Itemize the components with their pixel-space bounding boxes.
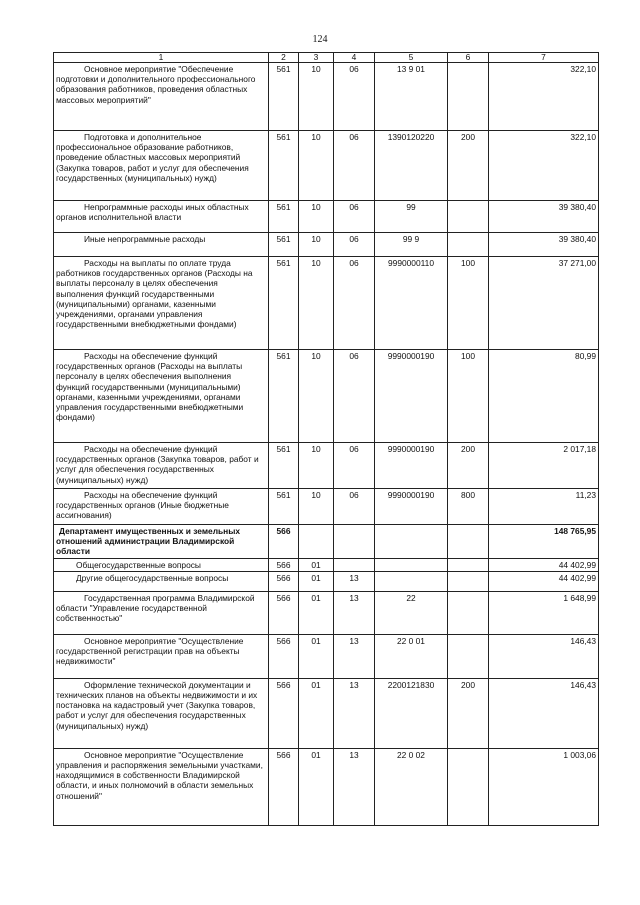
target-article-cell <box>375 525 448 559</box>
item-name-cell <box>54 350 269 443</box>
target-article-cell: 22 0 01 <box>375 634 448 678</box>
ministry-code-cell: 561 <box>269 350 299 443</box>
table-row <box>54 201 599 233</box>
table-row <box>54 591 599 634</box>
table-row <box>54 257 599 350</box>
item-name-text: Общегосударственные вопросы <box>76 559 201 570</box>
ministry-code-cell: 561 <box>269 233 299 257</box>
section-code-cell: 01 <box>299 748 334 825</box>
item-name-text: Расходы на выплаты по оплате труда работников государственных органов (Расходы на выплаты персоналу в целях обеспечения выполнения функций государственными (муниципальными) органами, казенными учреждениями, органами управления государственными внебюджетными фондами) <box>56 258 253 330</box>
section-code-cell: 01 <box>299 634 334 678</box>
expense-type-cell: 200 <box>448 131 489 201</box>
item-name-text: Основное мероприятие "Осуществление государственной регистрации прав на объекты недвижимости" <box>56 635 244 667</box>
target-article-cell: 99 <box>375 201 448 233</box>
ministry-code-cell: 566 <box>269 571 299 591</box>
table-row <box>54 558 599 571</box>
item-name-text: Другие общегосударственные вопросы <box>76 572 229 583</box>
ministry-code-cell: 566 <box>269 591 299 634</box>
target-article-cell: 2200121830 <box>375 678 448 748</box>
table-body <box>54 63 599 826</box>
subsection-code-cell: 06 <box>334 257 375 350</box>
amount-cell: 1 003,06 <box>489 748 599 825</box>
item-name-text: Подготовка и дополнительное профессиональное образование работников, проведение областных массовых мероприятий (Закупка товаров, работ и услуг для обеспечения государственных (муниципальных) нужд) <box>56 132 249 183</box>
header-col-2: 2 <box>269 53 299 63</box>
ministry-code-cell: 566 <box>269 678 299 748</box>
item-name-cell <box>54 131 269 201</box>
section-code-cell: 01 <box>299 678 334 748</box>
item-name-text: Государственная программа Владимирской области "Управление государственной собственностью" <box>56 592 255 624</box>
section-code-cell: 10 <box>299 233 334 257</box>
subsection-code-cell: 06 <box>334 131 375 201</box>
table-row <box>54 678 599 748</box>
budget-table <box>53 52 599 826</box>
amount-cell: 146,43 <box>489 634 599 678</box>
expense-type-cell <box>448 591 489 634</box>
item-name-text: Основное мероприятие "Обеспечение подготовки и дополнительного профессионального образования работников, проведения областных массовых мероприятий" <box>56 64 256 105</box>
section-code-cell: 01 <box>299 571 334 591</box>
section-code-cell: 10 <box>299 350 334 443</box>
expense-type-cell: 100 <box>448 257 489 350</box>
amount-cell: 37 271,00 <box>489 257 599 350</box>
expense-type-cell: 800 <box>448 489 489 525</box>
target-article-cell: 9990000190 <box>375 443 448 489</box>
item-name-text: Основное мероприятие "Осуществление управления и распоряжения земельными участками, находящимися в собственности Владимирской области, и иных полномочий в области земельных отношений" <box>56 749 263 801</box>
target-article-cell: 22 0 02 <box>375 748 448 825</box>
amount-cell: 1 648,99 <box>489 591 599 634</box>
subsection-code-cell: 06 <box>334 63 375 131</box>
table-row <box>54 233 599 257</box>
item-name-cell <box>54 63 269 131</box>
item-name-cell <box>54 233 269 257</box>
amount-cell: 80,99 <box>489 350 599 443</box>
section-code-cell: 10 <box>299 63 334 131</box>
target-article-cell: 9990000190 <box>375 489 448 525</box>
amount-cell: 148 765,95 <box>489 525 599 559</box>
item-name-cell <box>54 525 269 559</box>
expense-type-cell <box>448 63 489 131</box>
table-row <box>54 525 599 559</box>
ministry-code-cell: 566 <box>269 634 299 678</box>
subsection-code-cell: 13 <box>334 634 375 678</box>
subsection-code-cell <box>334 558 375 571</box>
header-col-6: 6 <box>448 53 489 63</box>
expense-type-cell <box>448 748 489 825</box>
expense-type-cell <box>448 201 489 233</box>
header-col-1: 1 <box>54 53 269 63</box>
subsection-code-cell: 06 <box>334 201 375 233</box>
expense-type-cell <box>448 233 489 257</box>
amount-cell: 146,43 <box>489 678 599 748</box>
amount-cell: 322,10 <box>489 63 599 131</box>
ministry-code-cell: 561 <box>269 201 299 233</box>
expense-type-cell <box>448 558 489 571</box>
amount-cell: 39 380,40 <box>489 201 599 233</box>
amount-cell: 44 402,99 <box>489 571 599 591</box>
table-row <box>54 748 599 825</box>
ministry-code-cell: 561 <box>269 131 299 201</box>
table-row <box>54 634 599 678</box>
section-code-cell: 10 <box>299 201 334 233</box>
expense-type-cell <box>448 571 489 591</box>
amount-cell: 44 402,99 <box>489 558 599 571</box>
expense-type-cell: 100 <box>448 350 489 443</box>
target-article-cell: 9990000190 <box>375 350 448 443</box>
item-name-cell <box>54 443 269 489</box>
item-name-text: Расходы на обеспечение функций государственных органов (Иные бюджетные ассигнования) <box>56 490 229 521</box>
item-name-text: Непрограммные расходы иных областных органов исполнительной власти <box>56 202 249 223</box>
item-name-cell <box>54 201 269 233</box>
ministry-code-cell: 561 <box>269 443 299 489</box>
expense-type-cell: 200 <box>448 443 489 489</box>
ministry-code-cell: 561 <box>269 63 299 131</box>
table-row <box>54 350 599 443</box>
section-code-cell: 10 <box>299 257 334 350</box>
section-code-cell: 01 <box>299 558 334 571</box>
item-name-text: Иные непрограммные расходы <box>84 234 206 244</box>
section-code-cell: 01 <box>299 591 334 634</box>
header-col-3: 3 <box>299 53 334 63</box>
header-col-7: 7 <box>489 53 599 63</box>
item-name-text: Расходы на обеспечение функций государственных органов (Закупка товаров, работ и услуг для обеспечения государственных (муниципальных) нужд) <box>56 444 259 485</box>
subsection-code-cell: 06 <box>334 489 375 525</box>
table-row <box>54 571 599 591</box>
item-name-cell <box>54 571 269 591</box>
item-name-cell <box>54 558 269 571</box>
ministry-code-cell: 566 <box>269 558 299 571</box>
table-row <box>54 443 599 489</box>
ministry-code-cell: 561 <box>269 257 299 350</box>
header-col-4: 4 <box>334 53 375 63</box>
section-code-cell <box>299 525 334 559</box>
ministry-code-cell: 561 <box>269 489 299 525</box>
expense-type-cell <box>448 634 489 678</box>
item-name-text: Расходы на обеспечение функций государственных органов (Расходы на выплаты персоналу в целях обеспечения выполнения функций государственными (муниципальными) органами, казенными учреждениями, органами управления государственными внебюджетными фондами) <box>56 351 244 423</box>
expense-type-cell: 200 <box>448 678 489 748</box>
subsection-code-cell: 13 <box>334 748 375 825</box>
section-code-cell: 10 <box>299 489 334 525</box>
ministry-code-cell: 566 <box>269 748 299 825</box>
subsection-code-cell: 13 <box>334 678 375 748</box>
target-article-cell: 9990000110 <box>375 257 448 350</box>
subsection-code-cell: 06 <box>334 233 375 257</box>
section-code-cell: 10 <box>299 131 334 201</box>
header-col-5: 5 <box>375 53 448 63</box>
page-number: 124 <box>312 34 328 45</box>
subsection-code-cell <box>334 525 375 559</box>
subsection-code-cell: 13 <box>334 591 375 634</box>
expense-type-cell <box>448 525 489 559</box>
ministry-code-cell: 566 <box>269 525 299 559</box>
table-row <box>54 63 599 131</box>
target-article-cell: 22 <box>375 591 448 634</box>
amount-cell: 11,23 <box>489 489 599 525</box>
item-name-cell <box>54 257 269 350</box>
section-code-cell: 10 <box>299 443 334 489</box>
item-name-text: Оформление технической документации и технических планов на объекты недвижимости и их постановка на кадастровый учет (Закупка товаров, работ и услуг для обеспечения государственных (муниципальных) нужд) <box>56 679 258 731</box>
amount-cell: 39 380,40 <box>489 233 599 257</box>
table-row <box>54 489 599 525</box>
amount-cell: 2 017,18 <box>489 443 599 489</box>
subsection-code-cell: 06 <box>334 350 375 443</box>
item-name-text: Департамент имущественных и земельных отношений администрации Владимирской области <box>56 526 241 557</box>
header-row <box>54 53 599 63</box>
item-name-cell <box>54 591 269 634</box>
target-article-cell <box>375 558 448 571</box>
item-name-cell <box>54 489 269 525</box>
item-name-cell <box>54 678 269 748</box>
target-article-cell: 99 9 <box>375 233 448 257</box>
target-article-cell: 13 9 01 <box>375 63 448 131</box>
item-name-cell <box>54 748 269 825</box>
target-article-cell <box>375 571 448 591</box>
amount-cell: 322,10 <box>489 131 599 201</box>
item-name-cell <box>54 634 269 678</box>
subsection-code-cell: 13 <box>334 571 375 591</box>
target-article-cell: 1390120220 <box>375 131 448 201</box>
subsection-code-cell: 06 <box>334 443 375 489</box>
table-row <box>54 131 599 201</box>
